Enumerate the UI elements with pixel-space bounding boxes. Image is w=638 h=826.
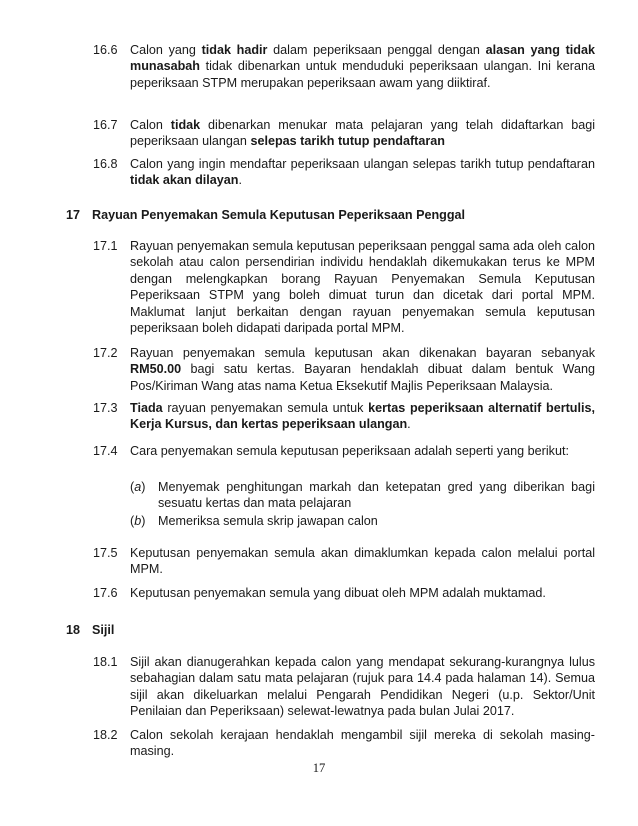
- item-18-1: [93, 654, 595, 724]
- subitem-text: Memeriksa semula skrip jawapan calon: [158, 514, 378, 528]
- item-number: 16.7: [93, 118, 118, 132]
- item-number: 17.3: [93, 401, 118, 415]
- item-18-2: [93, 727, 595, 761]
- bold-run: tidak hadir: [201, 43, 268, 57]
- item-16-7: [93, 117, 595, 151]
- subitem-b: [130, 513, 595, 531]
- item-text: Sijil akan dianugerahkan kepada calon yang mendapat sekurang-kurangnya lulus sebahagian dalam satu mata pelajaran (rujuk para 14.4 pada halaman 14). Semua sijil akan dikeluarkan melalui Pengarah Pendidikan Negeri (u.p. Sektor/Unit Penilaian dan Peperiksaan) selewat-lewatnya pada bulan Julai 2017.: [130, 655, 595, 719]
- item-number: 17.4: [93, 444, 118, 458]
- item-number: 16.6: [93, 43, 118, 57]
- item-text: Keputusan penyemakan semula akan dimaklumkan kepada calon melalui portal MPM.: [130, 546, 595, 577]
- item-text: Cara penyemakan semula keputusan peperiksaan adalah seperti yang berikut:: [130, 444, 569, 458]
- text-run: bagi satu kertas. Bayaran hendaklah dibuat dalam bentuk Wang Pos/Kiriman Wang atas nama Ketua Eksekutif Majlis Peperiksaan Malaysia.: [130, 362, 595, 393]
- bold-run: selepas tarikh tutup pendaftaran: [250, 134, 445, 149]
- text-run: tidak dibenarkan untuk menduduki peperiksaan ulangan. Ini kerana peperiksaan STPM merupakan peperiksaan awam yang diiktiraf.: [130, 59, 595, 90]
- section-number: 17: [66, 208, 81, 222]
- subitem-text: Menyemak penghitungan markah dan ketepatan gred yang diberikan bagi sesuatu kertas dan mata pelajaran: [158, 480, 595, 511]
- item-17-5: [93, 545, 595, 579]
- item-number: 17.5: [93, 546, 118, 560]
- text-run: Calon yang ingin mendaftar peperiksaan ulangan selepas tarikh tutup pendaftaran: [130, 157, 595, 171]
- item-text: Rayuan penyemakan semula keputusan peperiksaan penggal sama ada oleh calon sekolah atau calon persendirian individu hendaklah dikemukakan terus ke MPM dengan melengkapkan borang Rayuan Penyemakan Semula Keputusan Peperiksaan STPM yang boleh dimuat turun dan dicetak dari portal MPM. Maklumat lanjut berkaitan dengan rayuan penyemakan semula keputusan peperiksaan boleh didapati daripada portal MPM.: [130, 239, 595, 336]
- subitem-letter: a: [134, 480, 142, 494]
- item-16-6: [93, 42, 595, 94]
- subitem-label: (b): [130, 514, 146, 528]
- item-17-4: [93, 443, 595, 533]
- item-17-3: [93, 400, 595, 434]
- item-17-2: [93, 345, 595, 397]
- item-number: 17.6: [93, 586, 118, 600]
- item-number: 17.2: [93, 346, 118, 360]
- item-number: 16.8: [93, 157, 118, 171]
- section-number: 18: [66, 623, 81, 637]
- item-text: [130, 345, 595, 394]
- bold-run: kertas peperiksaan alternatif bertulis, Kerja Kursus, dan kertas peperiksaan ulangan: [130, 401, 595, 432]
- item-text: [130, 117, 595, 150]
- bold-run: Tiada: [130, 401, 163, 415]
- item-text: [130, 156, 595, 189]
- section-heading: Sijil: [92, 623, 115, 637]
- item-text: Calon sekolah kerajaan hendaklah mengambil sijil mereka di sekolah masing-masing.: [130, 728, 595, 759]
- page-number: 17: [312, 761, 326, 775]
- bold-run: tidak: [170, 118, 201, 132]
- item-number: 18.2: [93, 728, 118, 742]
- bold-run: tidak akan dilayan: [130, 173, 239, 188]
- item-16-8: [93, 156, 595, 190]
- item-text: [130, 42, 595, 91]
- text-run: rayuan penyemakan semula untuk: [162, 401, 369, 415]
- item-text: [130, 400, 595, 433]
- item-number: 17.1: [93, 239, 118, 253]
- subitem-a: [130, 479, 595, 513]
- item-number: 18.1: [93, 655, 118, 669]
- item-17-6: [93, 585, 595, 603]
- subitem-letter: b: [134, 514, 142, 528]
- bold-run: alasan yang tidak munasabah: [130, 43, 595, 74]
- text-run: Rayuan penyemakan semula keputusan akan dikenakan bayaran sebanyak: [130, 346, 595, 360]
- subitem-label: (a): [130, 480, 146, 494]
- text-run: Calon yang: [130, 43, 202, 57]
- text-run: dalam peperiksaan penggal dengan: [267, 43, 486, 57]
- text-run: dibenarkan menukar mata pelajaran yang telah didaftarkan bagi peperiksaan ulangan: [130, 118, 596, 149]
- text-run: Calon: [130, 118, 171, 132]
- item-text: Keputusan penyemakan semula yang dibuat oleh MPM adalah muktamad.: [130, 586, 546, 600]
- text-run: .: [407, 417, 411, 432]
- section-heading: Rayuan Penyemakan Semula Keputusan Peperiksaan Penggal: [92, 208, 466, 222]
- text-run: .: [238, 173, 242, 188]
- item-17-1: [93, 238, 595, 342]
- bold-run: RM50.00: [130, 362, 182, 377]
